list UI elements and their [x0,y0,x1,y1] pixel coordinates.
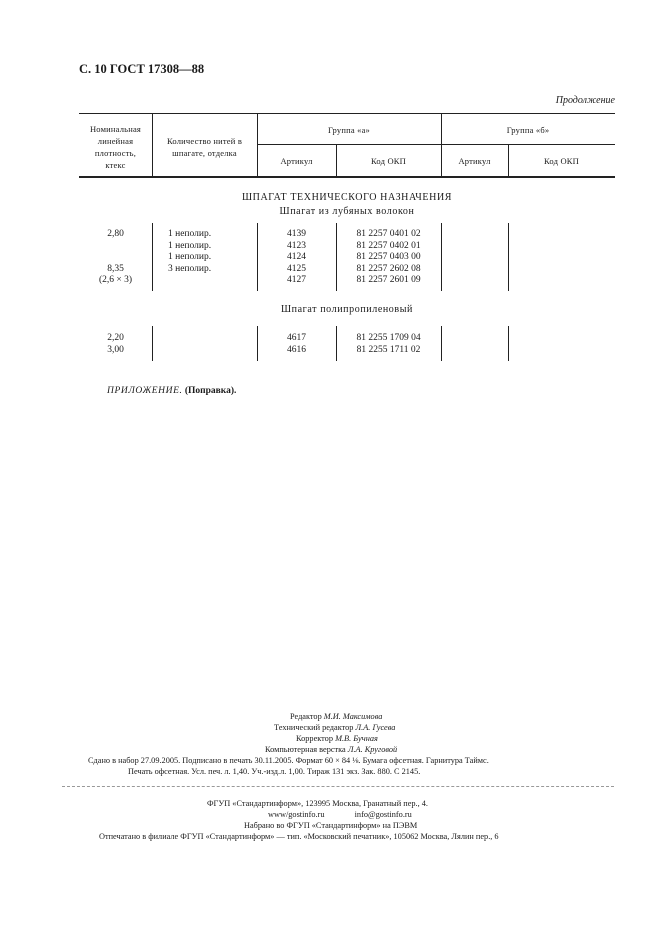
article-cell: 4124 [287,252,306,262]
continuation-label: Продолжение [555,95,615,106]
okp-cell: 81 2257 0403 00 [356,252,421,262]
okp-cell: 81 2255 1711 02 [356,344,421,355]
editor-line [290,712,382,721]
threads-cell: 1 неполир. [168,229,212,239]
appendix-label: ПРИЛОЖЕНИЕ. [107,386,183,396]
body2-divider-5 [508,326,509,361]
subsection-title-polypropylene: Шпагат полипропиленовый [280,304,414,315]
page-header: С. 10 ГОСТ 17308—88 [79,62,205,76]
group-a-article-header: Артикул [280,156,313,166]
article-cell: 4127 [287,275,306,285]
publisher-address: ФГУП «Стандартинформ», 123995 Москва, Гранатный пер., 4. [207,799,428,808]
body1-divider-4 [441,223,442,291]
layout-line [265,745,397,754]
density-cell: 2,80 [107,229,124,239]
group-a-okp-header: Код ОКП [370,156,407,166]
table-header-bottom-rule [79,176,615,178]
threads-cell: 1 неполир. [168,252,212,262]
body2-divider-4 [441,326,442,361]
print-details-line-1: Сдано в набор 27.09.2005. Подписано в печать 30.11.2005. Формат 60 × 84 ⅛. Бумага офсетная. Гарнитура Таймс. [88,756,489,765]
printed-line: Отпечатано в филиале ФГУП «Стандартинформ» — тип. «Московский печатник», 105062 Москва, Лялин пер., 6 [99,832,499,841]
body1-divider-5 [508,223,509,291]
body1-divider-1 [152,223,153,291]
tech-editor-line [274,723,395,732]
density-cell: 3,00 [107,344,124,355]
column-header-threads: Количество нитей в шпагате, отделка [166,136,243,158]
okp-cell: 81 2257 2601 09 [356,275,421,285]
group-b-okp-header: Код ОКП [543,156,580,166]
appendix-note [107,386,236,396]
article-cell: 4616 [287,344,306,355]
okp-cell: 81 2255 1709 04 [356,333,421,343]
editor-label: Редактор [290,712,322,721]
article-cell: 4123 [287,240,306,251]
publisher-contacts [268,810,412,819]
density-cell: 8,35 [107,263,124,274]
threads-cell: 3 неполир. [168,263,212,274]
body2-divider-1 [152,326,153,361]
subsection-title-bast: Шпагат из лубяных волокон [279,206,415,217]
tech-editor-name: Л.А. Гусева [355,723,396,732]
density-cell: 2,20 [107,333,124,343]
layout-label: Компьютерная верстка [265,745,346,754]
threads-cell: 1 неполир. [168,240,212,251]
appendix-correction: (Поправка). [184,386,237,396]
corrector-label: Корректор [296,734,333,743]
layout-name: Л.А. Круговой [347,745,398,754]
imprint-divider [62,786,614,787]
okp-cell: 81 2257 0402 01 [356,240,421,251]
group-b-header: Группа «б» [506,125,550,135]
tech-editor-label: Технический редактор [274,723,354,732]
group-b-article-header: Артикул [458,156,491,166]
article-cell: 4617 [287,333,306,343]
publisher-website: www/gostinfo.ru [268,810,325,819]
typeset-line: Набрано во ФГУП «Стандартинформ» на ПЭВМ [244,821,418,830]
print-details-line-2: Печать офсетная. Усл. печ. л. 1,40. Уч.-изд.л. 1,00. Тираж 131 экз. Зак. 880. С 2145. [128,767,421,776]
editor-name: М.И. Максимова [323,712,383,721]
publisher-email: info@gostinfo.ru [354,810,412,819]
corrector-line [296,734,378,743]
group-subheader-rule [257,144,615,145]
article-cell: 4125 [287,263,306,274]
okp-cell: 81 2257 2602 08 [356,263,421,274]
column-header-density: Номинальная линейная плотность, ктекс [89,124,142,170]
density-cell: (2,6 × 3) [98,275,133,285]
corrector-name: М.В. Бучная [335,734,378,743]
okp-cell: 81 2257 0401 02 [356,229,421,239]
section-title: ШПАГАТ ТЕХНИЧЕСКОГО НАЗНАЧЕНИЯ [241,192,453,203]
group-a-header: Группа «а» [327,125,371,135]
article-cell: 4139 [287,229,306,239]
table-top-rule [79,113,615,114]
